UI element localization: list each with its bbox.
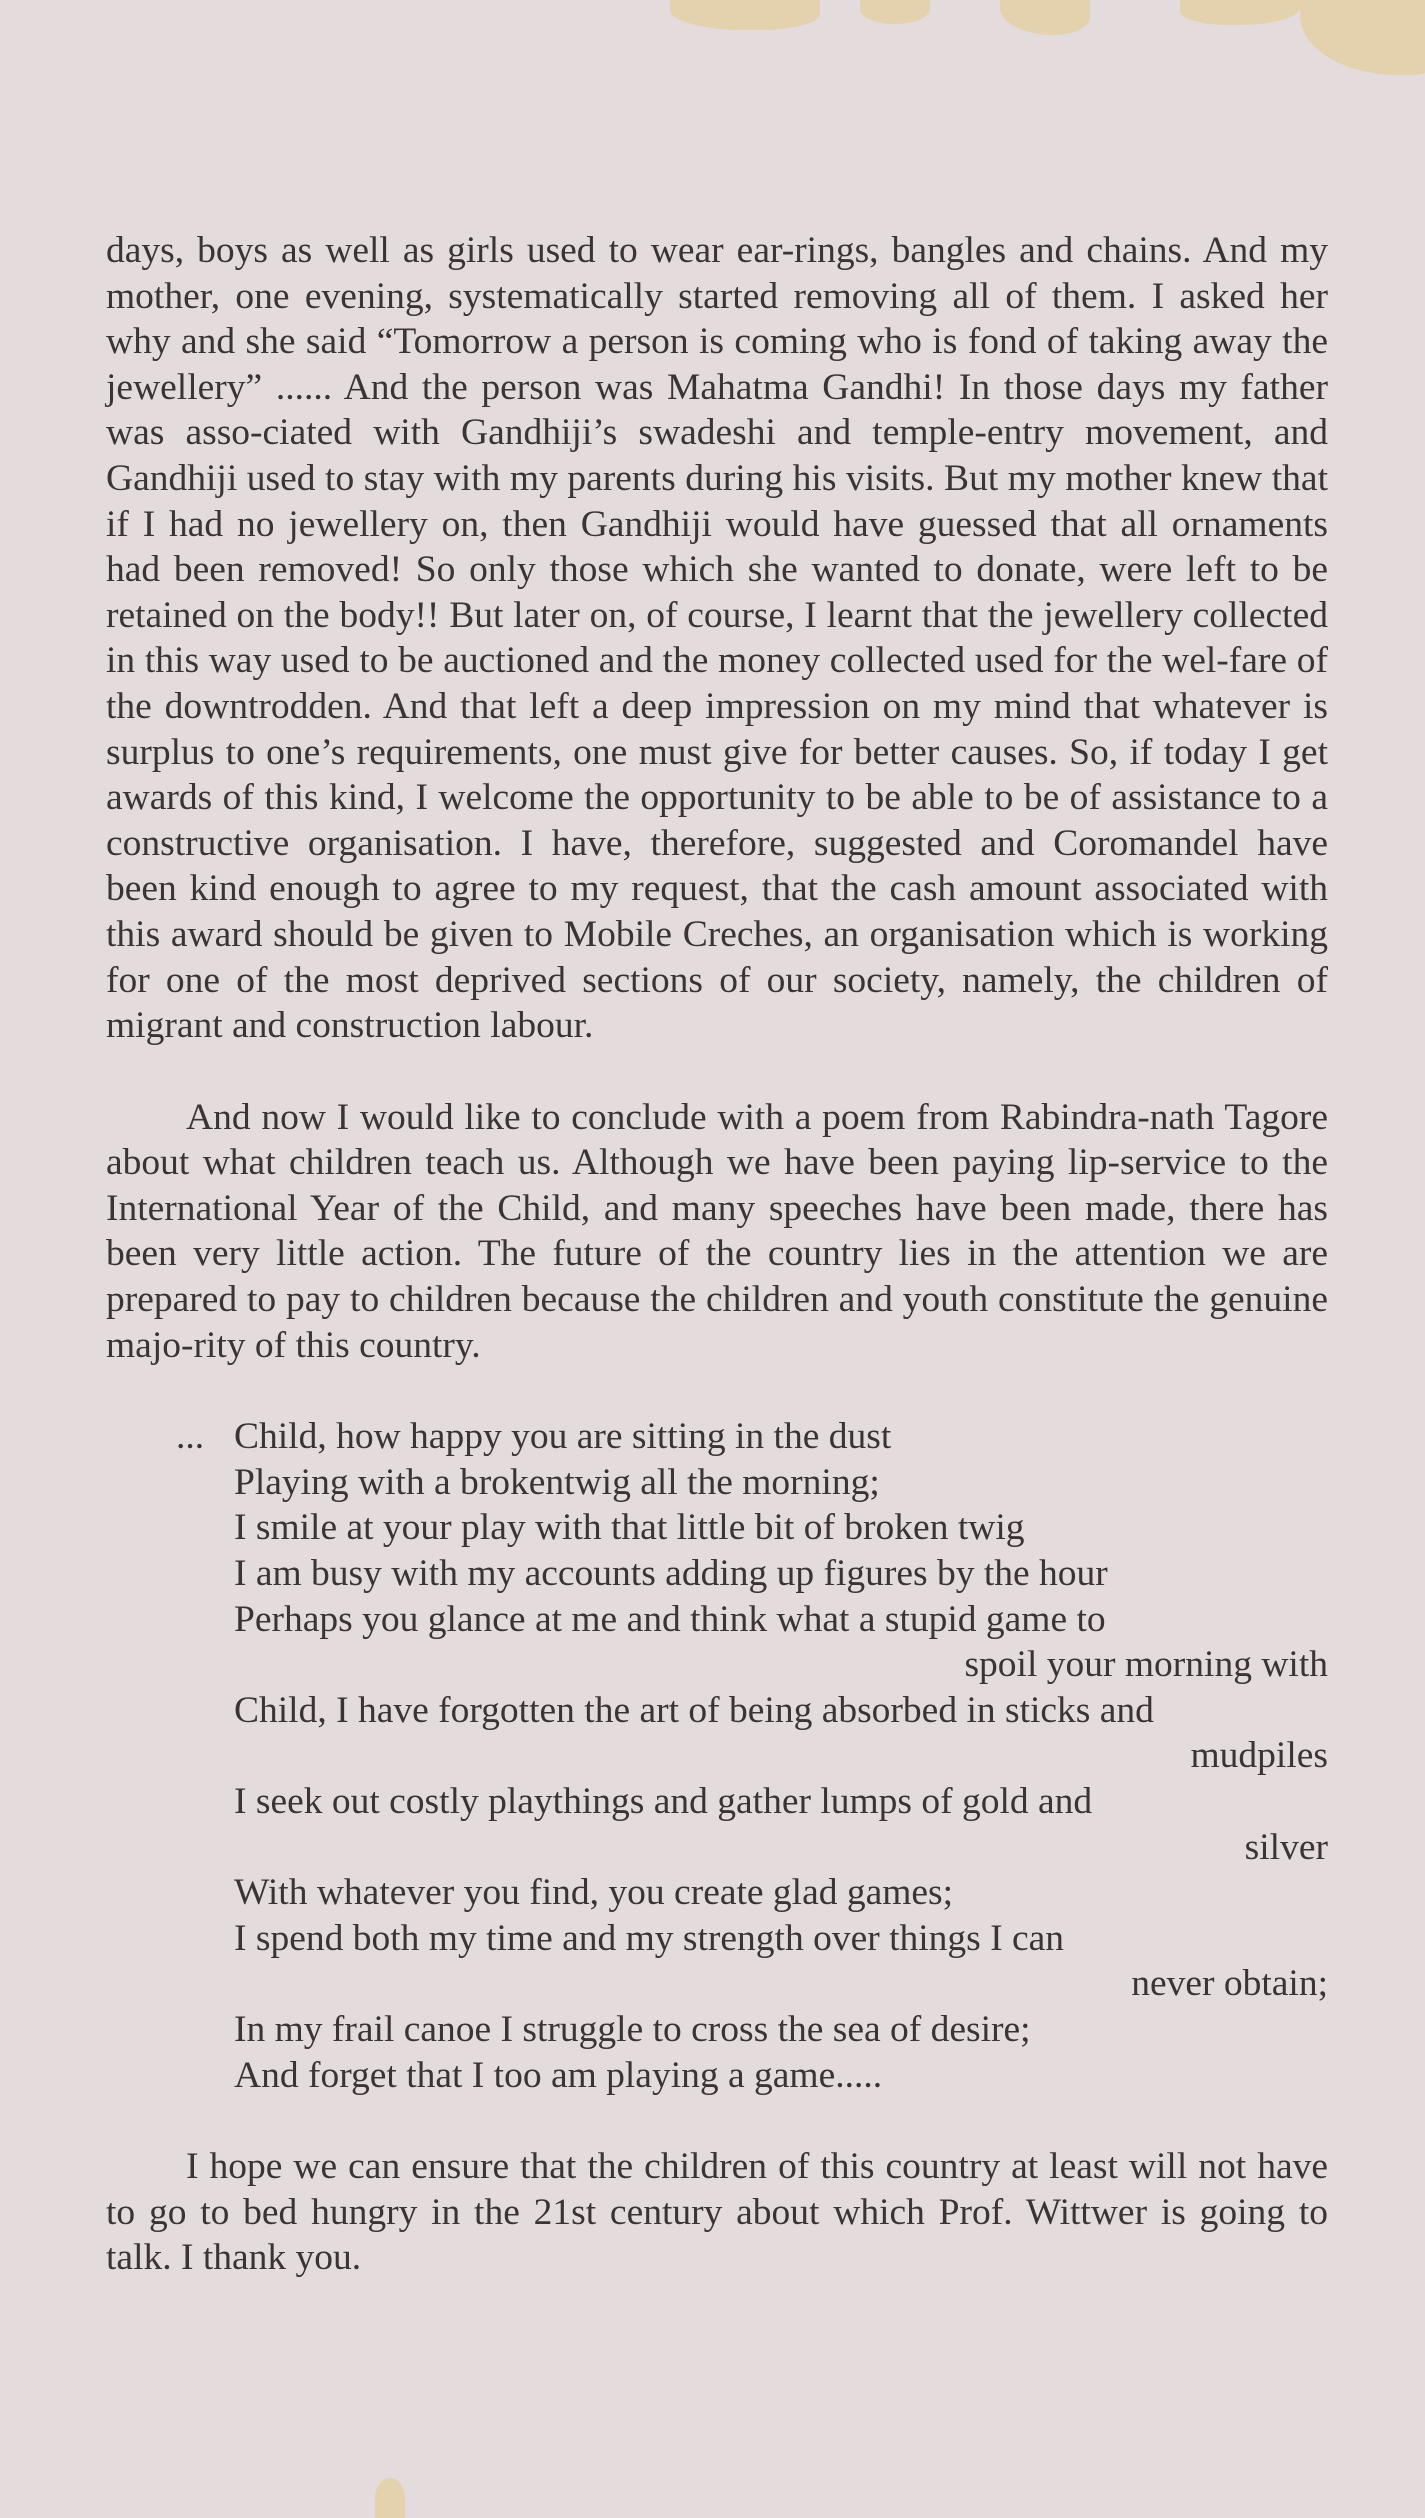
paragraph-continuation: days, boys as well as girls used to wear ear-rings, bangles and chains. And my mother, one evening, systematically started removing all of them. I asked her why and she said “Tomorrow a person is coming who is fond of taking away the jewellery” ...... And the person was Mahatma Gandhi! In those days my father was asso-ciated with Gandhiji’s swadeshi and temple-entry movement, and Gandhiji used to stay with my parents during his visits. But my mother knew that if I had no jewellery on, then Gandhiji would have guessed that all ornaments had been removed! So only those which she wanted to donate, were left to be retained on the body!! But later on, of course, I learnt that the jewellery collected in this way used to be auctioned and the money collected used for the wel-fare of the downtrodden. And that left a deep impression on my mind that whatever is surplus to one’s requirements, one must give for better causes. So, if today I get awards of this kind, I welcome the opportunity to be able to be of assistance to a constructive organisation. I have, therefore, suggested and Coromandel have been kind enough to agree to my request, that the cash amount associated with this award should be given to Mobile Creches, an organisation which is working for one of the most deprived sections of our society, namely, the children of migrant and construction labour. bbox=[106, 230, 1328, 1047]
poem-block bbox=[106, 1414, 1328, 2098]
poem-line-continuation: never obtain; bbox=[1131, 1963, 1328, 2005]
poem-line bbox=[106, 2053, 1328, 2099]
paragraph-tagore-intro: And now I would like to conclude with a poem from Rabindra-nath Tagore about what children teach us. Although we have been paying lip-service to the International Year of the Child, and many speeches have been made, there has been very little action. The future of the country lies in the attention we are prepared to pay to children because the children and youth constitute the genuine majo-rity of this country. bbox=[106, 1096, 1328, 1366]
poem-line bbox=[106, 1916, 1328, 1962]
poem-line-text: Playing with a brokentwig all the morning; bbox=[234, 1461, 880, 1503]
poem-line-text: In my frail canoe I struggle to cross the sea of desire; bbox=[234, 2008, 1031, 2050]
poem-line-text: I smile at your play with that little bit of broken twig bbox=[234, 1507, 1025, 1549]
poem-line bbox=[106, 1779, 1328, 1825]
poem-line-text: And forget that I too am playing a game..... bbox=[234, 2054, 883, 2096]
paragraph-closing: I hope we can ensure that the children of this country at least will not have to go to bed hungry in the 21st century about which Prof. Wittwer is going to talk. I thank you. bbox=[106, 2146, 1328, 2279]
paragraph-gap bbox=[106, 2098, 1328, 2144]
poem-line-continuation: silver bbox=[1244, 1826, 1328, 1868]
paper-stain bbox=[860, 0, 930, 24]
paper-stain bbox=[375, 2478, 405, 2518]
paper-stain bbox=[670, 0, 820, 30]
paragraph-gap bbox=[106, 1368, 1328, 1414]
poem-line bbox=[106, 1870, 1328, 1916]
paper-stain bbox=[1180, 0, 1300, 25]
poem-line bbox=[106, 1551, 1328, 1597]
poem-line bbox=[106, 1460, 1328, 1506]
poem-line-continuation: spoil your morning with bbox=[964, 1644, 1328, 1686]
poem-line-continuation: mudpiles bbox=[1190, 1735, 1328, 1777]
poem-line bbox=[106, 1688, 1328, 1734]
poem-line bbox=[106, 1597, 1328, 1643]
poem-line-text: I seek out costly playthings and gather lumps of gold and bbox=[234, 1781, 1093, 1822]
paper-stain bbox=[1300, 0, 1425, 75]
poem-line-text: With whatever you find, you create glad games; bbox=[234, 1872, 954, 1914]
poem-line-text: I spend both my time and my strength over things I can bbox=[234, 1917, 1065, 1959]
paragraph-gap bbox=[106, 1049, 1328, 1095]
poem-line bbox=[106, 1414, 1328, 1460]
poem-line bbox=[106, 2007, 1328, 2053]
paper-stain bbox=[1000, 0, 1090, 35]
poem-line-text: Perhaps you glance at me and think what a stupid game to bbox=[234, 1598, 1106, 1640]
document-page bbox=[106, 228, 1328, 2281]
poem-line-text: I am busy with my accounts adding up figures by the hour bbox=[234, 1553, 1108, 1595]
poem-line-text: Child, I have forgotten the art of being absorbed in sticks and bbox=[234, 1689, 1154, 1731]
poem-ellipsis: ... bbox=[176, 1416, 205, 1458]
poem-line bbox=[106, 1505, 1328, 1551]
poem-line-text: Child, how happy you are sitting in the dust bbox=[234, 1416, 892, 1458]
